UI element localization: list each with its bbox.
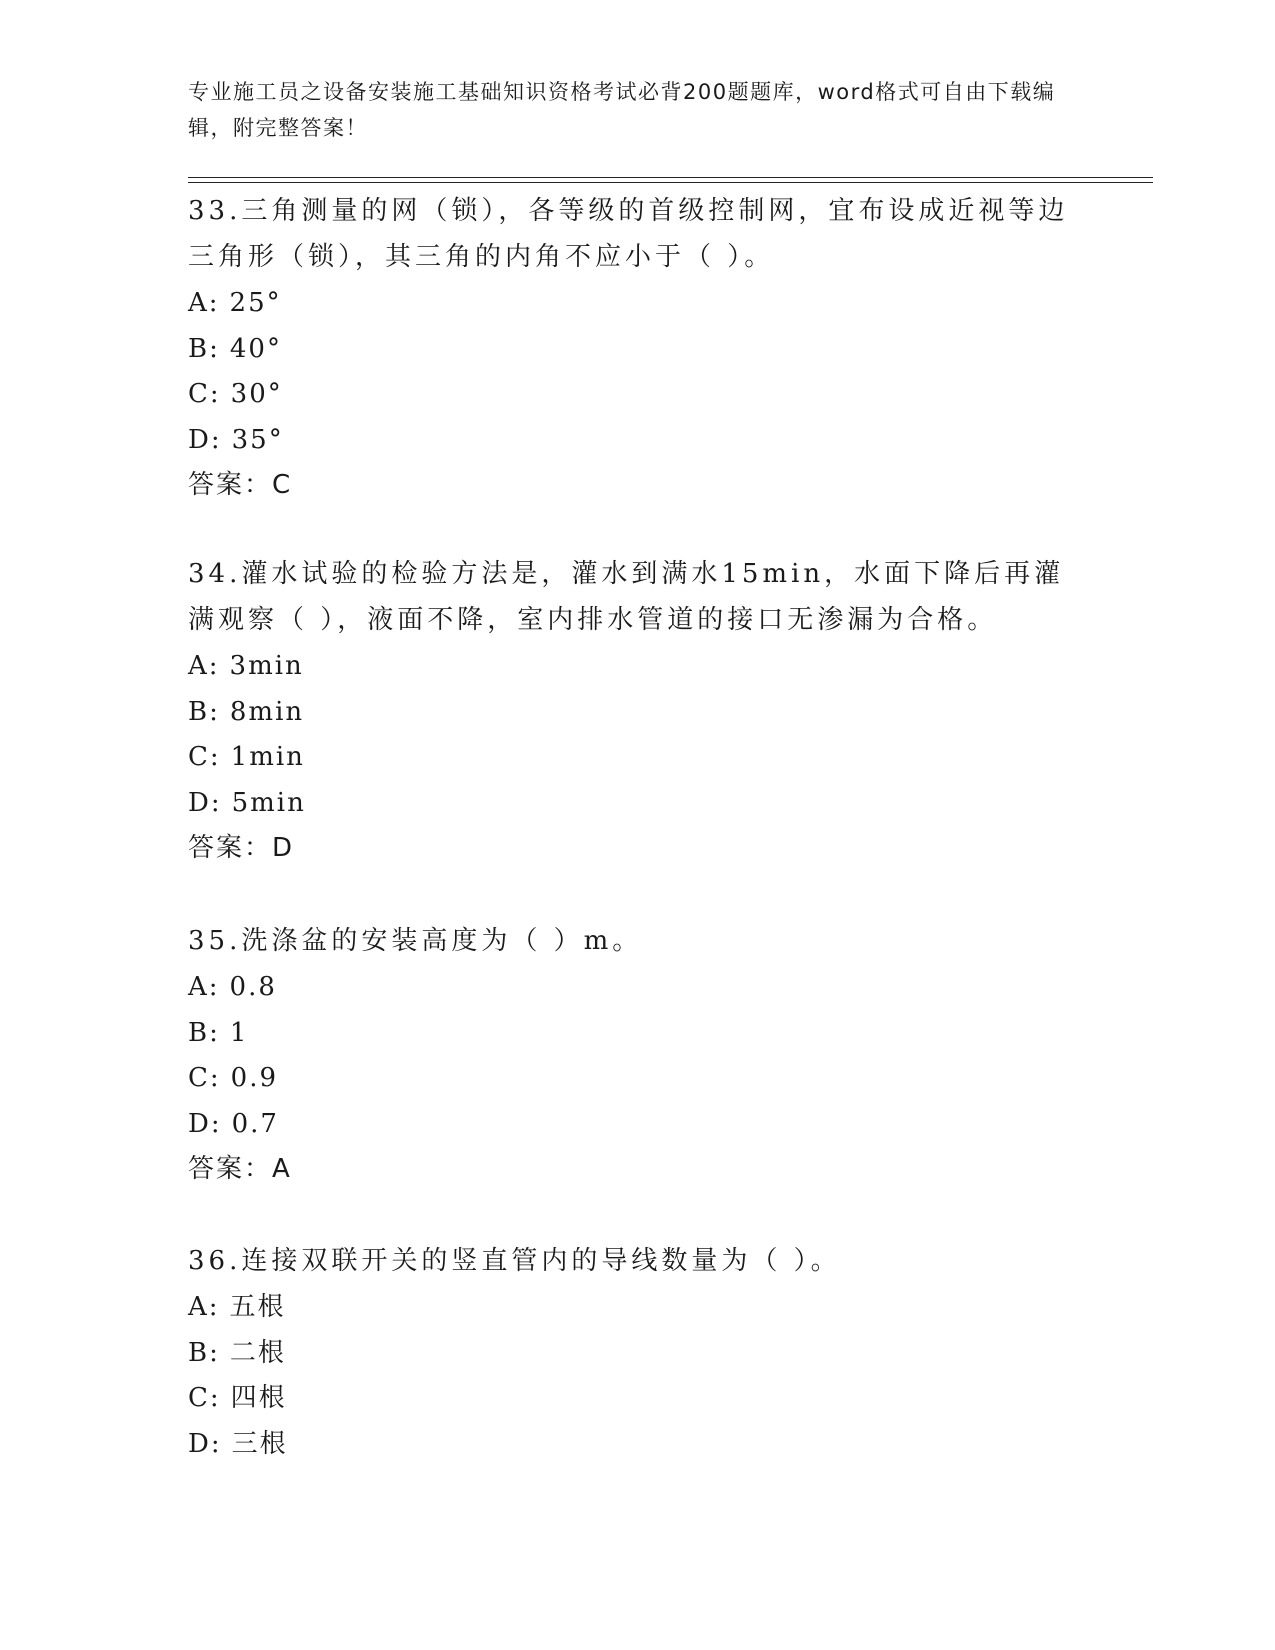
option-label: D: — [188, 424, 222, 455]
option-label: D: — [188, 787, 222, 818]
option-value: 二根 — [229, 1337, 286, 1368]
option-a — [188, 1284, 1088, 1330]
option-value: 40° — [229, 333, 282, 364]
option-label: B: — [188, 696, 220, 727]
option-label: A: — [188, 288, 220, 318]
option-a — [188, 643, 1088, 689]
option-c — [188, 1375, 1088, 1421]
option-value: 0.9 — [230, 1063, 279, 1094]
question-stem: 34.灌水试验的检验方法是，灌水到满水15min，水面下降后再灌满观察（ ），液面不降，室内排水管道的接口无渗漏为合格。 — [188, 559, 1065, 635]
option-value: 0.7 — [231, 1108, 279, 1139]
option-label: C: — [188, 1383, 221, 1414]
option-b — [188, 1010, 1088, 1056]
answer-line: 答案：A — [188, 1154, 292, 1185]
option-label: C: — [188, 379, 221, 410]
option-value: 3min — [229, 651, 304, 681]
option-label: D: — [188, 1428, 222, 1459]
option-d — [188, 1421, 1088, 1467]
option-value: 三根 — [231, 1428, 288, 1459]
option-label: A: — [188, 972, 220, 1002]
question-stem: 33.三角测量的网（锁），各等级的首级控制网，宜布设成近视等边三角形（锁），其三角的内角不应小于（ ）。 — [188, 196, 1069, 272]
option-a — [188, 964, 1088, 1010]
option-value: 35° — [231, 424, 284, 455]
option-a — [188, 280, 1088, 326]
option-value: 5min — [231, 787, 306, 818]
option-value: 30° — [230, 379, 283, 410]
question-35 — [188, 918, 1088, 1192]
option-label: A: — [188, 1292, 220, 1322]
answer-line: 答案：D — [188, 833, 295, 864]
option-label: D: — [188, 1108, 222, 1139]
option-b — [188, 689, 1088, 735]
header-divider-bottom — [188, 182, 1153, 183]
option-b — [188, 326, 1088, 372]
header-divider-top — [188, 177, 1153, 178]
option-c — [188, 734, 1088, 780]
option-c — [188, 1055, 1088, 1101]
option-value: 8min — [229, 696, 305, 727]
option-value: 五根 — [229, 1292, 286, 1322]
option-label: B: — [188, 333, 220, 364]
question-36 — [188, 1238, 1088, 1466]
question-34 — [188, 551, 1088, 871]
option-value: 0.8 — [229, 972, 277, 1002]
question-33 — [188, 188, 1088, 508]
option-d — [188, 1101, 1088, 1147]
option-value: 1 — [229, 1017, 249, 1048]
answer-line: 答案：C — [188, 470, 293, 501]
option-d — [188, 417, 1088, 463]
option-c — [188, 371, 1088, 417]
option-label: B: — [188, 1017, 220, 1048]
option-label: C: — [188, 742, 221, 773]
option-label: B: — [188, 1337, 220, 1368]
option-label: A: — [188, 651, 220, 681]
question-stem: 36.连接双联开关的竖直管内的导线数量为（ ）。 — [188, 1246, 841, 1276]
option-value: 1min — [230, 742, 305, 773]
option-b — [188, 1330, 1088, 1376]
option-value: 四根 — [230, 1383, 287, 1414]
question-stem: 35.洗涤盆的安装高度为（ ）m。 — [188, 926, 643, 956]
option-label: C: — [188, 1063, 221, 1094]
document-header: 专业施工员之设备安装施工基础知识资格考试必背200题题库，word格式可自由下载编辑，附完整答案！ — [188, 80, 1056, 140]
option-value: 25° — [229, 288, 282, 318]
option-d — [188, 780, 1088, 826]
